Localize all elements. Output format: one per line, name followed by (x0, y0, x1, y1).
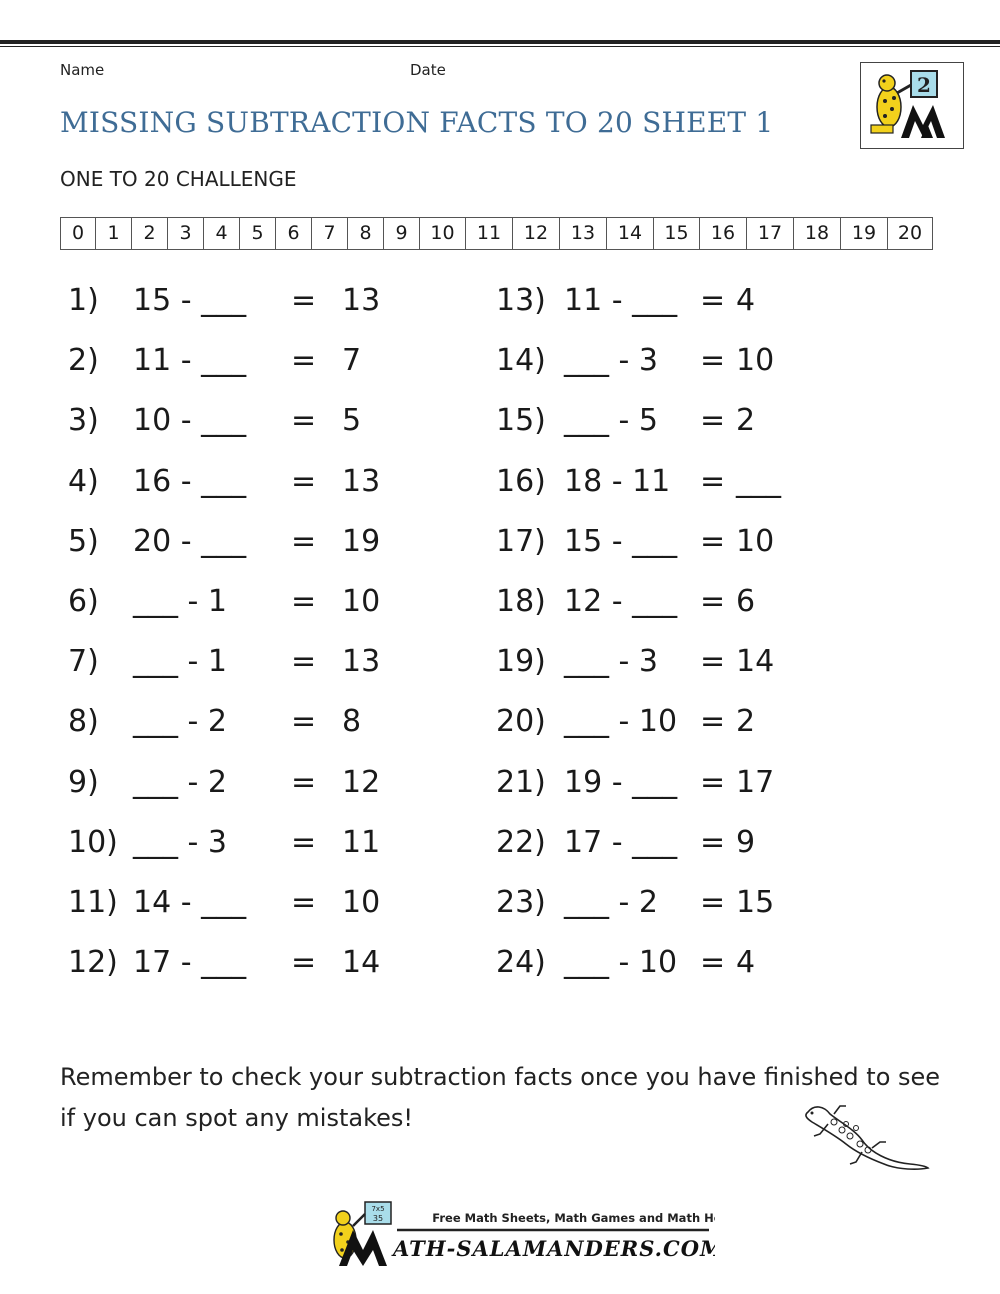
number-line-cell: 2 (131, 218, 167, 249)
question-expression: 11 - ___ (133, 343, 247, 379)
question-number: 16) (496, 463, 546, 499)
equals-sign: = (700, 824, 726, 860)
equals-sign: = (700, 584, 726, 619)
equals-sign: = (700, 704, 726, 740)
reminder-text: Remember to check your subtraction facts once you have finished to see if you can spot any mistakes! (60, 1063, 941, 1132)
question-number: 18) (496, 584, 546, 619)
top-rule (0, 40, 1000, 44)
number-line-cell: 3 (167, 218, 203, 249)
question-number: 10) (68, 824, 118, 860)
number-line-cell: 13 (559, 218, 606, 249)
equals-sign: = (291, 824, 317, 860)
number-line-cell: 11 (465, 218, 512, 249)
equals-sign: = (291, 644, 317, 680)
question-number: 8) (68, 704, 99, 740)
question-expression: 15 - ___ (133, 283, 247, 318)
equals-sign: = (291, 945, 317, 981)
question-number: 19) (496, 644, 546, 680)
page-title: MISSING SUBTRACTION FACTS TO 20 SHEET 1 (60, 106, 774, 139)
question-answer: 13 (342, 463, 381, 499)
question-answer: 12 (342, 764, 381, 800)
question-answer: 13 (342, 644, 381, 680)
question-number: 3) (68, 403, 99, 439)
number-line-cell: 9 (383, 218, 419, 249)
number-line-cell: 1 (95, 218, 131, 249)
number-line-cell: 14 (606, 218, 653, 249)
math-salamanders-logo-icon (325, 1200, 715, 1270)
number-line-cell: 5 (239, 218, 275, 249)
question-expression: ___ - 3 (564, 343, 658, 379)
number-line-cell: 17 (746, 218, 793, 249)
question-expression: 12 - ___ (564, 584, 678, 619)
question-answer: 10 (342, 584, 381, 619)
number-line-cell: 10 (419, 218, 465, 249)
footer-site-name: ATH-SALAMANDERS.COM (393, 1236, 715, 1261)
question-answer: 4 (736, 283, 756, 318)
number-line-cell: 16 (699, 218, 746, 249)
question-number: 17) (496, 523, 546, 559)
page-subtitle: ONE TO 20 CHALLENGE (60, 167, 297, 191)
grade-number: 2 (917, 73, 931, 97)
question-number: 15) (496, 403, 546, 439)
number-line-cell: 12 (512, 218, 559, 249)
question-expression: ___ - 2 (133, 704, 227, 740)
equals-sign: = (291, 764, 317, 800)
equals-sign: = (291, 885, 317, 920)
question-expression: 11 - ___ (564, 283, 678, 318)
question-expression: 15 - ___ (564, 523, 678, 559)
question-expression: 17 - ___ (564, 824, 678, 860)
question-number: 5) (68, 523, 99, 559)
question-expression: ___ - 10 (564, 704, 678, 740)
question-expression: 17 - ___ (133, 945, 247, 981)
question-number: 22) (496, 824, 546, 860)
number-line-cell: 4 (203, 218, 239, 249)
svg-text:7x5: 7x5 (371, 1205, 385, 1213)
question-number: 6) (68, 584, 99, 619)
equals-sign: = (291, 343, 317, 379)
equals-sign: = (700, 283, 726, 318)
question-answer: 10 (342, 885, 381, 920)
question-number: 12) (68, 945, 118, 981)
question-answer: 2 (736, 403, 756, 439)
question-answer: ___ (736, 463, 781, 499)
question-expression: ___ - 10 (564, 945, 678, 981)
question-answer: 14 (342, 945, 381, 981)
question-expression: 16 - ___ (133, 463, 247, 499)
footer-tagline: Free Math Sheets, Math Games and Math Help (432, 1211, 715, 1225)
question-expression: ___ - 3 (133, 824, 227, 860)
top-rule-thin (0, 46, 1000, 47)
question-answer: 6 (736, 584, 756, 619)
question-answer: 9 (736, 824, 756, 860)
equals-sign: = (291, 283, 317, 318)
number-line (60, 217, 933, 250)
question-expression: 20 - ___ (133, 523, 247, 559)
question-number: 14) (496, 343, 546, 379)
number-line-cell: 15 (653, 218, 699, 249)
equals-sign: = (700, 523, 726, 559)
question-answer: 19 (342, 523, 381, 559)
question-expression: ___ - 5 (564, 403, 658, 439)
number-line-cell: 0 (71, 222, 85, 244)
equals-sign: = (700, 885, 726, 920)
equals-sign: = (700, 403, 726, 439)
equals-sign: = (700, 764, 726, 800)
question-answer: 11 (342, 824, 381, 860)
question-answer: 14 (736, 644, 775, 680)
equals-sign: = (291, 584, 317, 619)
number-line-cell: 18 (793, 218, 840, 249)
question-number: 20) (496, 704, 546, 740)
question-expression: ___ - 1 (133, 584, 227, 619)
date-label: Date (410, 61, 446, 79)
question-expression: ___ - 3 (564, 644, 658, 680)
equals-sign: = (291, 704, 317, 740)
question-number: 2) (68, 343, 99, 379)
question-answer: 10 (736, 523, 775, 559)
question-answer: 17 (736, 764, 775, 800)
question-number: 21) (496, 764, 546, 800)
salamander-icon (800, 1100, 930, 1175)
number-line-cell: 20 (887, 218, 932, 249)
question-answer: 4 (736, 945, 756, 981)
question-number: 11) (68, 885, 118, 920)
footer-logo (325, 1200, 715, 1270)
question-answer: 13 (342, 283, 381, 318)
question-number: 24) (496, 945, 546, 981)
salamander-logo-icon (861, 63, 963, 148)
question-expression: ___ - 2 (133, 764, 227, 800)
name-label: Name (60, 61, 105, 79)
equals-sign: = (291, 403, 317, 439)
equals-sign: = (700, 463, 726, 499)
question-answer: 2 (736, 704, 756, 740)
question-expression: ___ - 1 (133, 644, 227, 680)
question-number: 9) (68, 764, 99, 800)
question-answer: 7 (342, 343, 362, 379)
question-expression: 19 - ___ (564, 764, 678, 800)
question-answer: 5 (342, 403, 362, 439)
question-expression: 18 - 11 (564, 463, 671, 499)
question-number: 7) (68, 644, 99, 680)
question-number: 13) (496, 283, 546, 318)
number-line-cell: 6 (275, 218, 311, 249)
number-line-cell: 8 (347, 218, 383, 249)
question-answer: 10 (736, 343, 775, 379)
equals-sign: = (291, 523, 317, 559)
question-number: 1) (68, 283, 99, 318)
equals-sign: = (700, 644, 726, 680)
question-expression: ___ - 2 (564, 885, 658, 920)
question-number: 23) (496, 885, 546, 920)
equals-sign: = (291, 463, 317, 499)
question-answer: 15 (736, 885, 775, 920)
salamander-illustration (800, 1100, 930, 1175)
grade-logo (860, 62, 964, 149)
equals-sign: = (700, 945, 726, 981)
question-number: 4) (68, 463, 99, 499)
question-expression: 10 - ___ (133, 403, 247, 439)
question-answer: 8 (342, 704, 362, 740)
equals-sign: = (700, 343, 726, 379)
svg-text:35: 35 (372, 1214, 384, 1223)
number-line-cell: 7 (311, 218, 347, 249)
question-expression: 14 - ___ (133, 885, 247, 920)
number-line-cell: 19 (840, 218, 887, 249)
